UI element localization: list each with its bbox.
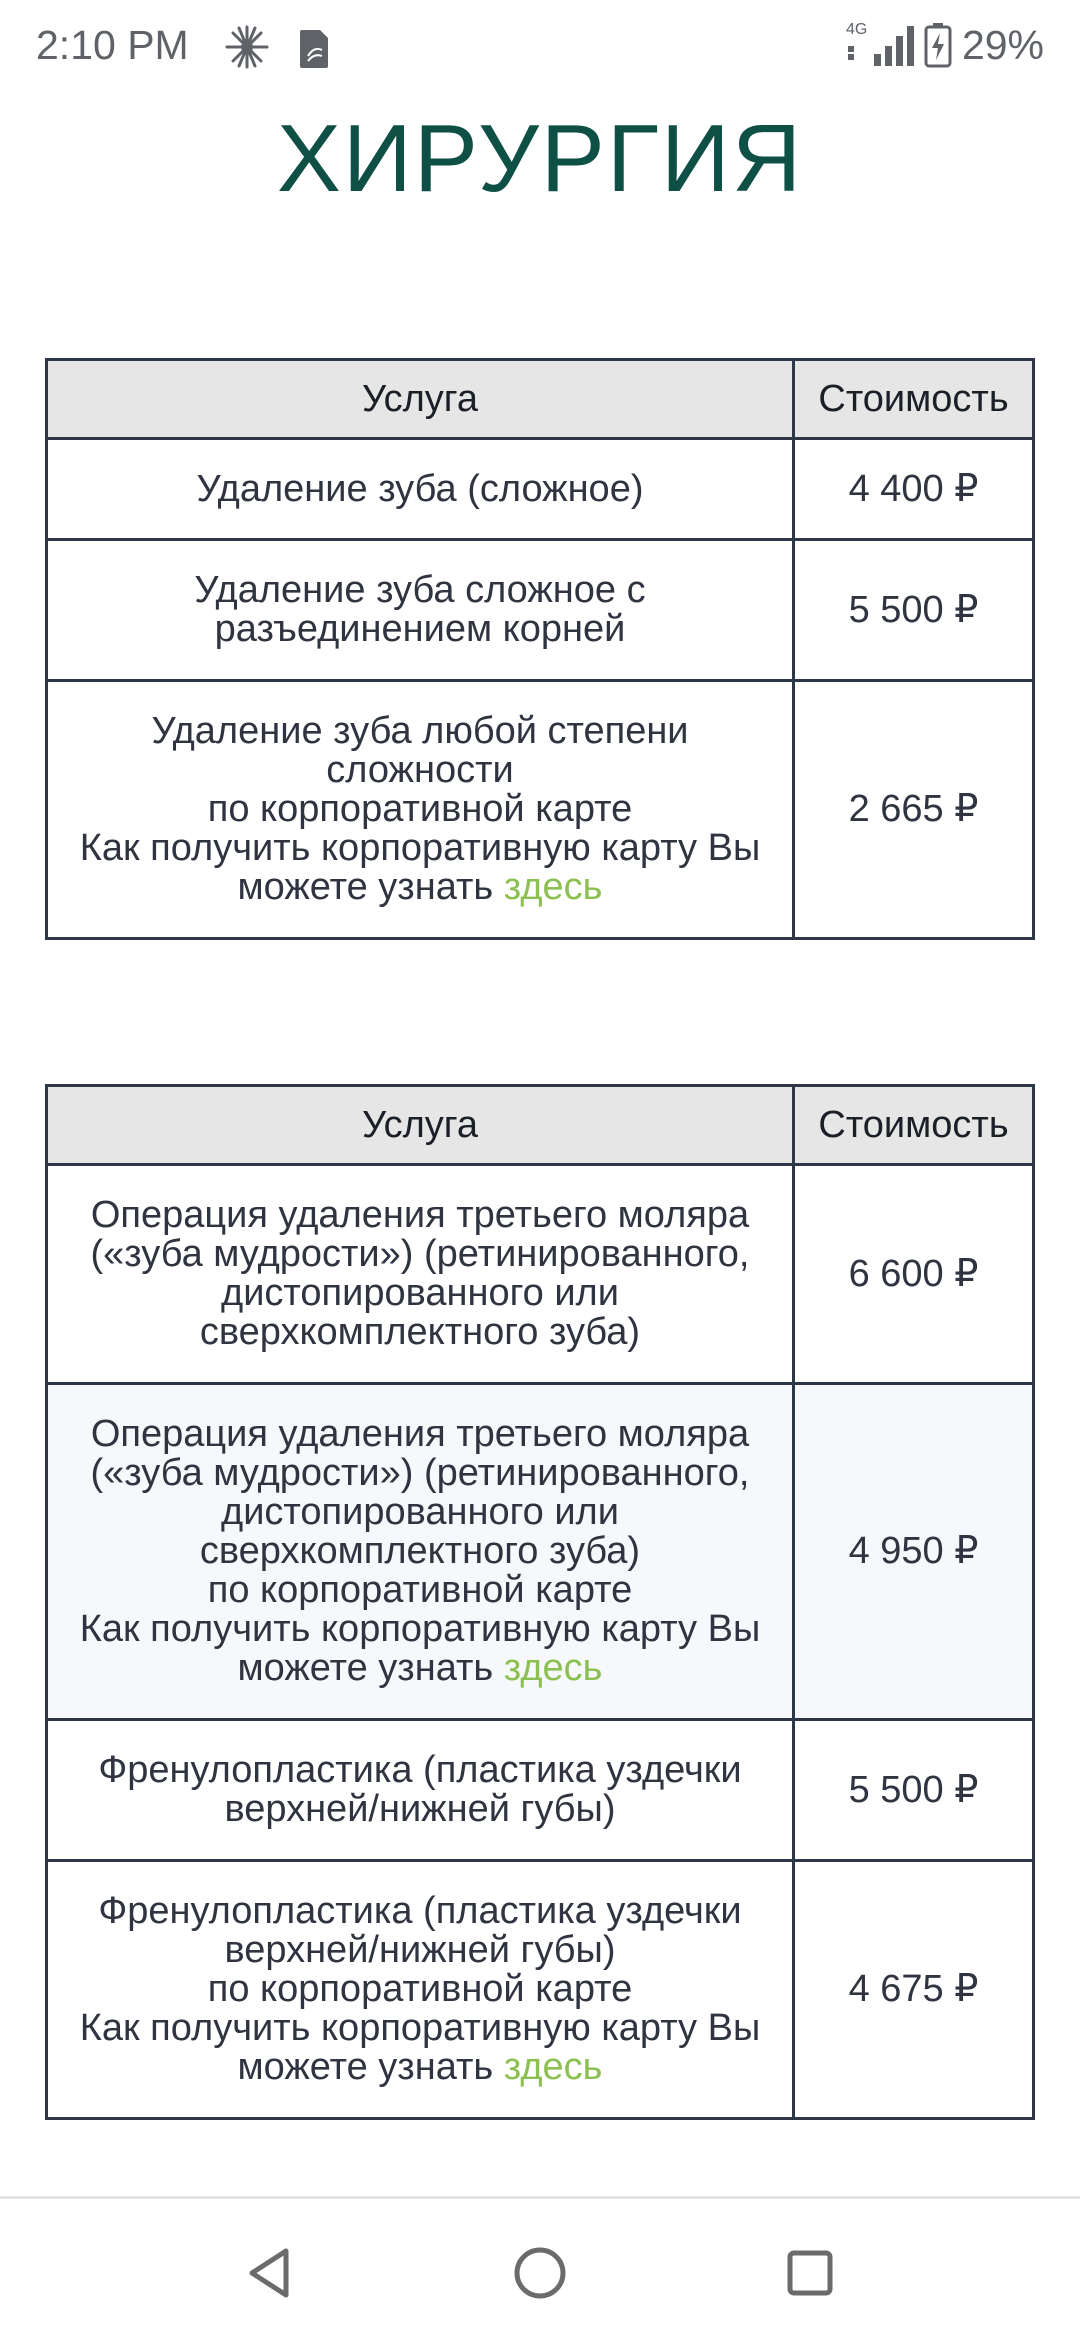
service-line: по корпоративной карте (207, 1968, 633, 2010)
battery-percent: 29% (961, 21, 1044, 68)
service-line: Операция удаления третьего моляра (90, 1194, 750, 1236)
status-right-group (846, 20, 1044, 70)
service-line: дистопированного или (221, 1491, 619, 1533)
service-cell (47, 540, 794, 681)
service-line: Как получить корпоративную карту Вы (79, 827, 761, 869)
corporate-card-link[interactable]: здесь (503, 1647, 603, 1689)
service-cell (47, 1165, 794, 1384)
table-row (47, 1165, 1034, 1384)
table-header-row (47, 1086, 1034, 1165)
spark-icon (224, 24, 270, 70)
service-line: Удаление зуба любой степени (151, 710, 689, 752)
corporate-card-link[interactable]: здесь (503, 2046, 603, 2088)
price-cell: 4 675 ₽ (794, 1861, 1034, 2119)
table-header-row (47, 360, 1034, 439)
signal-group (846, 20, 914, 70)
signal-icon (846, 20, 914, 70)
recents-icon[interactable] (780, 2243, 840, 2303)
link-prefix: можете узнать (237, 2046, 504, 2088)
service-line: сложности (326, 749, 514, 791)
status-time: 2:10 PM (36, 22, 189, 68)
service-cell (47, 1861, 794, 2119)
service-line: верхней/нижней губы) (224, 1929, 616, 1971)
price-cell: 6 600 ₽ (794, 1165, 1034, 1384)
sim-card-icon (298, 28, 330, 70)
table-row (47, 1384, 1034, 1720)
table-row (47, 1861, 1034, 2119)
navigation-bar (0, 2196, 1080, 2343)
service-cell (47, 681, 794, 939)
status-bar (0, 0, 1080, 96)
price-cell: 2 665 ₽ (794, 681, 1034, 939)
service-line: Удаление зуба сложное с (194, 569, 646, 611)
table-row (47, 540, 1034, 681)
service-cell (47, 1384, 794, 1720)
table-row (47, 681, 1034, 939)
network-type-label: 4G (845, 21, 868, 38)
service-line: сверхкомплектного зуба) (199, 1530, 641, 1572)
price-table-2 (45, 1084, 1035, 2120)
service-line: Френулопластика (пластика уздечки (98, 1890, 742, 1932)
back-icon[interactable] (240, 2243, 300, 2303)
service-line: Как получить корпоративную карту Вы (79, 1608, 761, 1650)
corporate-card-link[interactable]: здесь (503, 866, 603, 908)
home-icon[interactable] (510, 2243, 570, 2303)
link-prefix: можете узнать (237, 866, 504, 908)
service-line: по корпоративной карте (207, 788, 633, 830)
service-line: сверхкомплектного зуба) (199, 1311, 641, 1353)
battery-charging-icon (924, 22, 952, 68)
table-row (47, 1720, 1034, 1861)
service-line: по корпоративной карте (207, 1569, 633, 1611)
price-table-1 (45, 358, 1035, 940)
service-cell (47, 1720, 794, 1861)
column-header-price: Стоимость (794, 1086, 1034, 1165)
page-title: ХИРУРГИЯ (276, 105, 804, 212)
column-header-price: Стоимость (794, 360, 1034, 439)
service-cell (47, 439, 794, 540)
price-cell: 4 400 ₽ (794, 439, 1034, 540)
service-line: дистопированного или (221, 1272, 619, 1314)
service-line: («зуба мудрости») (ретинированного, (90, 1233, 750, 1275)
service-line: («зуба мудрости») (ретинированного, (90, 1452, 750, 1494)
service-line: Операция удаления третьего моляра (90, 1413, 750, 1455)
price-cell: 4 950 ₽ (794, 1384, 1034, 1720)
price-cell: 5 500 ₽ (794, 1720, 1034, 1861)
service-line: разъединением корней (214, 608, 626, 650)
price-cell: 5 500 ₽ (794, 540, 1034, 681)
column-header-service: Услуга (47, 1086, 794, 1165)
service-line: Френулопластика (пластика уздечки (98, 1749, 742, 1791)
link-prefix: можете узнать (237, 1647, 504, 1689)
table-row (47, 439, 1034, 540)
service-line: верхней/нижней губы) (224, 1788, 616, 1830)
column-header-service: Услуга (47, 360, 794, 439)
service-line: Удаление зуба (сложное) (196, 467, 644, 510)
service-line: Как получить корпоративную карту Вы (79, 2007, 761, 2049)
